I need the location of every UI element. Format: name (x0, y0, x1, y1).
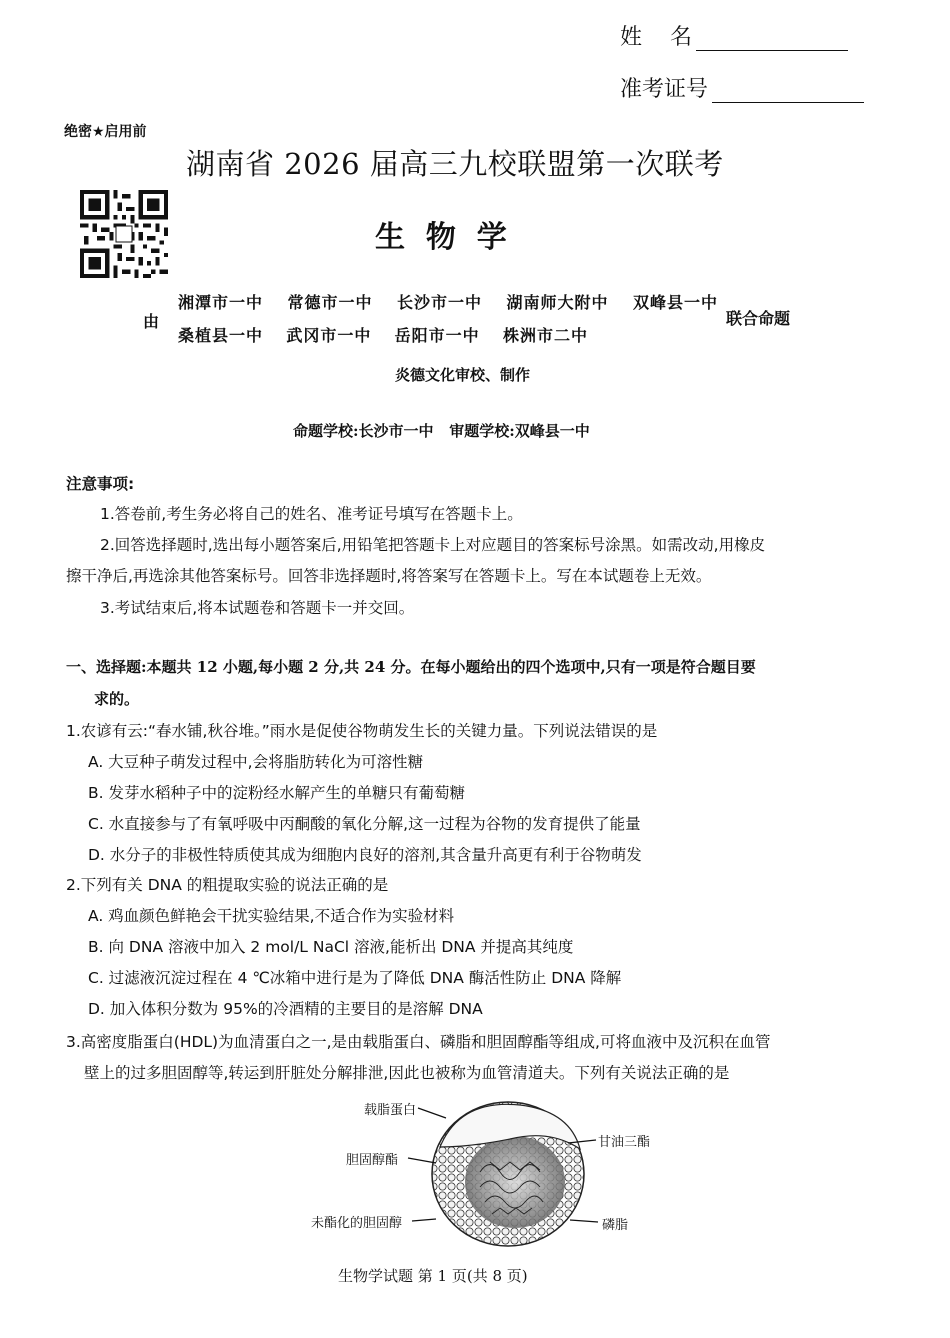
school-name: 长沙市一中 (396, 293, 482, 312)
question-1-option-d: D. 水分子的非极性特质使其成为细胞内良好的溶剂,其含量升高更有利于谷物萌发 (88, 846, 642, 864)
question-2-stem: 2.下列有关 DNA 的粗提取实验的说法正确的是 (66, 876, 389, 894)
name-label: 姓 名 (620, 25, 692, 50)
school-name: 常德市一中 (287, 293, 373, 312)
producer-line: 炎德文化审校、制作 (395, 366, 531, 384)
question-2-option-b: B. 向 DNA 溶液中加入 2 mol/L NaCl 溶液,能析出 DNA 并提高其纯度 (88, 938, 574, 956)
school-name: 武冈市一中 (286, 326, 372, 345)
note-item: 1.答卷前,考生务必将自己的姓名、准考证号填写在答题卡上。 (100, 505, 523, 523)
question-1-option-c: C. 水直接参与了有氧呼吸中丙酮酸的氧化分解,这一过程为谷物的发育提供了能量 (88, 815, 641, 833)
school-name: 湘潭市一中 (178, 293, 264, 312)
question-2-option-c: C. 过滤液沉淀过程在 4 ℃冰箱中进行是为了降低 DNA 酶活性防止 DNA 降解 (88, 969, 622, 987)
note-item: 擦干净后,再选涂其他答案标号。回答非选择题时,将答案写在答题卡上。写在本试题卷上无效。 (66, 567, 712, 585)
question-2-option-a: A. 鸡血颜色鲜艳会干扰实验结果,不适合作为实验材料 (88, 907, 455, 925)
exam-number-label: 准考证号 (620, 77, 709, 102)
question-3-stem-cont: 壁上的过多胆固醇等,转运到肝脏处分解排泄,因此也被称为血管清道夫。下列有关说法正确的是 (84, 1064, 730, 1082)
setters-line: 命题学校:长沙市一中 审题学校:双峰县一中 (293, 422, 590, 440)
secret-mark: 绝密★启用前 (64, 124, 147, 140)
label-free-cholesterol: 未酯化的胆固醇 (311, 1216, 403, 1231)
school-name: 桑植县一中 (178, 326, 264, 345)
section-heading-cont: 求的。 (94, 690, 140, 708)
schools-prefix: 由 (143, 312, 160, 331)
exam-title: 湖南省 2026 届高三九校联盟第一次联考 (186, 147, 724, 181)
school-name: 株洲市二中 (502, 326, 588, 345)
question-1-option-b: B. 发芽水稻种子中的淀粉经水解产生的单糖只有葡萄糖 (88, 784, 465, 802)
schools-suffix: 联合命题 (726, 309, 791, 328)
school-name: 双峰县一中 (632, 293, 718, 312)
label-apolipoprotein: 载脂蛋白 (364, 1103, 417, 1118)
note-item: 3.考试结束后,将本试题卷和答题卡一并交回。 (100, 599, 415, 617)
question-3-stem: 3.高密度脂蛋白(HDL)为血清蛋白之一,是由载脂蛋白、磷脂和胆固醇酯等组成,可将血液中及沉积在血管 (66, 1033, 771, 1051)
page-footer: 生物学试题 第 1 页(共 8 页) (338, 1267, 528, 1285)
question-2-option-d: D. 加入体积分数为 95%的冷酒精的主要目的是溶解 DNA (88, 1000, 483, 1018)
section-heading: 一、选择题:本题共 12 小题,每小题 2 分,共 24 分。在每小题给出的四个选项中,只有一项是符合题目要 (66, 658, 756, 676)
subject-title: 生 物 学 (375, 220, 507, 255)
label-phospholipid: 磷脂 (602, 1218, 629, 1233)
school-name: 岳阳市一中 (394, 326, 480, 345)
label-triglyceride: 甘油三酯 (598, 1135, 651, 1150)
label-cholesteryl-ester: 胆固醇酯 (346, 1153, 399, 1168)
note-item: 2.回答选择题时,选出每小题答案后,用铅笔把答题卡上对应题目的答案标号涂黑。如需改动,用橡皮 (100, 536, 766, 554)
question-1-stem: 1.农谚有云:“春水铺,秋谷堆。”雨水是促使谷物萌发生长的关键力量。下列说法错误的是 (66, 722, 658, 740)
question-1-option-a: A. 大豆种子萌发过程中,会将脂肪转化为可溶性糖 (88, 753, 424, 771)
school-name: 湖南师大附中 (506, 293, 609, 312)
notes-heading: 注意事项: (66, 475, 135, 493)
